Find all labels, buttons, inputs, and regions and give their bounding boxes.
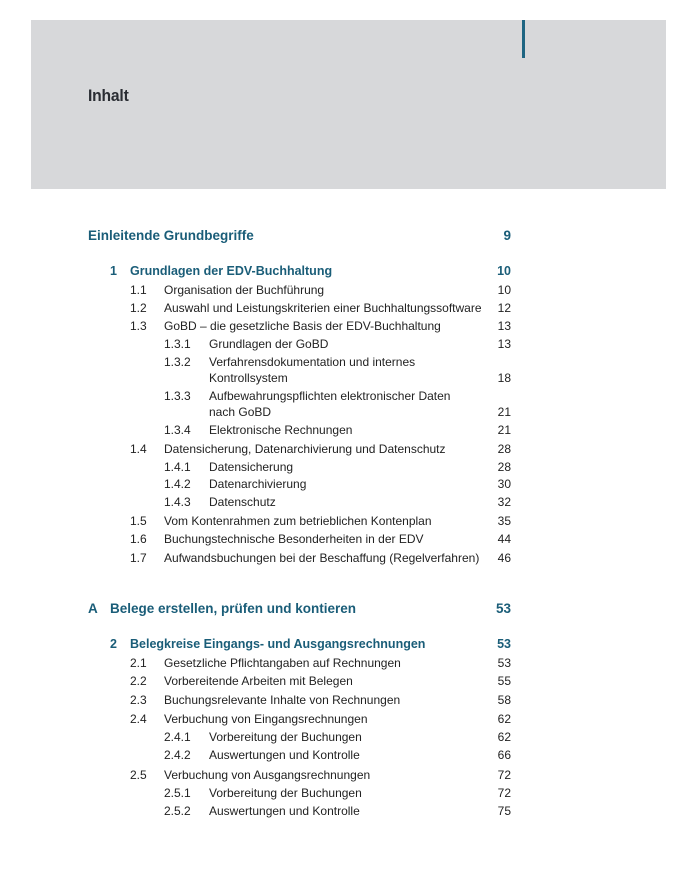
toc-title: Vorbereitung der Buchungen xyxy=(209,786,362,800)
toc-page: 9 xyxy=(503,228,511,243)
toc-number: 2.2 xyxy=(130,674,147,688)
toc-number: 1.3.2 xyxy=(164,355,191,369)
toc-page: 35 xyxy=(497,514,511,528)
toc-number: 2.5.1 xyxy=(164,786,191,800)
toc-title: Vorbereitung der Buchungen xyxy=(209,730,362,744)
toc-entry[interactable] xyxy=(0,388,685,404)
toc-title: Belegkreise Eingangs- und Ausgangsrechnungen xyxy=(130,637,426,651)
toc-number: 2 xyxy=(110,637,117,651)
toc-entry[interactable] xyxy=(0,531,685,547)
toc-number: 1.3.4 xyxy=(164,423,191,437)
toc-number: 1.1 xyxy=(130,283,147,297)
toc-page: 72 xyxy=(497,786,511,800)
toc-entry[interactable] xyxy=(0,785,685,801)
toc-entry[interactable] xyxy=(0,441,685,457)
toc-title: Auswahl und Leistungskriterien einer Buchhaltungssoftware xyxy=(164,301,482,315)
toc-entry[interactable] xyxy=(0,747,685,763)
toc-title: Auswertungen und Kontrolle xyxy=(209,748,360,762)
toc-number: 1.3.1 xyxy=(164,337,191,351)
toc-number: 1.3.3 xyxy=(164,389,191,403)
toc-number: 2.5 xyxy=(130,768,147,782)
toc-title: Datenarchivierung xyxy=(209,477,307,491)
toc-entry[interactable] xyxy=(0,422,685,438)
toc-entry[interactable] xyxy=(0,282,685,298)
toc-title: Elektronische Rechnungen xyxy=(209,423,353,437)
toc-page: 13 xyxy=(497,319,511,333)
toc-page: 21 xyxy=(497,405,511,419)
toc-page: 28 xyxy=(497,460,511,474)
toc-page: 44 xyxy=(497,532,511,546)
toc-title: Aufwandsbuchungen bei der Beschaffung (Regelverfahren) xyxy=(164,551,480,565)
toc-number: 1.4.3 xyxy=(164,495,191,509)
toc-page: 10 xyxy=(497,283,511,297)
toc-number: 1.7 xyxy=(130,551,147,565)
toc-page: 13 xyxy=(497,337,511,351)
toc-entry[interactable] xyxy=(0,318,685,334)
toc-page: 55 xyxy=(497,674,511,688)
toc-title: Vorbereitende Arbeiten mit Belegen xyxy=(164,674,353,688)
toc-part-a[interactable] xyxy=(0,601,685,617)
toc-number: 1.5 xyxy=(130,514,147,528)
toc-number: 1.3 xyxy=(130,319,147,333)
toc-title: Organisation der Buchführung xyxy=(164,283,325,297)
toc-title: Gesetzliche Pflichtangaben auf Rechnungen xyxy=(164,656,401,670)
toc-entry[interactable] xyxy=(0,767,685,783)
toc-entry[interactable] xyxy=(0,673,685,689)
toc-page: 72 xyxy=(497,768,511,782)
toc-page: 53 xyxy=(495,601,511,616)
toc-entry[interactable] xyxy=(0,711,685,727)
toc-title: GoBD – die gesetzliche Basis der EDV-Buchhaltung xyxy=(164,319,441,333)
toc-page: 46 xyxy=(497,551,511,565)
toc-title: Verfahrensdokumentation und internes xyxy=(209,355,416,369)
toc-title: Datenschutz xyxy=(209,495,276,509)
toc-page: 32 xyxy=(497,495,511,509)
toc-entry[interactable] xyxy=(0,655,685,671)
toc-page: 66 xyxy=(497,748,511,762)
toc-title: nach GoBD xyxy=(209,405,272,419)
toc-page: 10 xyxy=(497,264,511,278)
toc-title: Datensicherung xyxy=(209,460,294,474)
toc-title: Datensicherung, Datenarchivierung und Datenschutz xyxy=(164,442,446,456)
toc-title: Belege erstellen, prüfen und kontieren xyxy=(110,601,357,616)
toc-number: 2.4 xyxy=(130,712,147,726)
toc-page: 30 xyxy=(497,477,511,491)
toc-page: 21 xyxy=(497,423,511,437)
toc-page: 62 xyxy=(497,730,511,744)
toc-section-intro[interactable] xyxy=(0,228,685,244)
toc-title: Grundlagen der GoBD xyxy=(209,337,329,351)
toc-entry[interactable] xyxy=(0,513,685,529)
toc-title: Vom Kontenrahmen zum betrieblichen Kontenplan xyxy=(164,514,432,528)
toc-number: 1.4 xyxy=(130,442,147,456)
toc-number: 1.2 xyxy=(130,301,147,315)
toc-page: 12 xyxy=(497,301,511,315)
toc-entry-continued[interactable] xyxy=(0,370,685,386)
toc-title: Grundlagen der EDV-Buchhaltung xyxy=(130,264,333,278)
toc-entry[interactable] xyxy=(0,494,685,510)
toc-entry[interactable] xyxy=(0,300,685,316)
toc-number: 2.3 xyxy=(130,693,147,707)
accent-line xyxy=(522,20,525,58)
toc-entry[interactable] xyxy=(0,459,685,475)
toc-page: 53 xyxy=(497,656,511,670)
toc-number: 1.4.1 xyxy=(164,460,191,474)
toc-entry[interactable] xyxy=(0,336,685,352)
toc-number: 1.6 xyxy=(130,532,147,546)
page-title: Inhalt xyxy=(88,86,129,105)
toc-page: 53 xyxy=(497,637,511,651)
toc-title: Einleitende Grundbegriffe xyxy=(88,228,254,243)
toc-title: Auswertungen und Kontrolle xyxy=(209,804,360,818)
toc-page: 28 xyxy=(497,442,511,456)
toc-entry[interactable] xyxy=(0,729,685,745)
toc-number: 2.4.1 xyxy=(164,730,191,744)
toc-page: 18 xyxy=(497,371,511,385)
toc-number: 2.4.2 xyxy=(164,748,191,762)
toc-entry[interactable] xyxy=(0,476,685,492)
toc-number: 1.4.2 xyxy=(164,477,191,491)
toc-page: 62 xyxy=(497,712,511,726)
toc-number: 2.1 xyxy=(130,656,147,670)
toc-title: Verbuchung von Eingangsrechnungen xyxy=(164,712,368,726)
toc-chapter-2[interactable] xyxy=(0,636,685,652)
toc-entry[interactable] xyxy=(0,550,685,566)
toc-number: 1 xyxy=(110,264,117,278)
toc-chapter-1[interactable] xyxy=(0,263,685,279)
toc-entry[interactable] xyxy=(0,354,685,370)
toc-title: Buchungstechnische Besonderheiten in der EDV xyxy=(164,532,424,546)
toc-page: 58 xyxy=(497,693,511,707)
toc-title: Verbuchung von Ausgangsrechnungen xyxy=(164,768,371,782)
toc-entry[interactable] xyxy=(0,692,685,708)
toc-entry[interactable] xyxy=(0,803,685,819)
toc-title: Kontrollsystem xyxy=(209,371,288,385)
toc-page: 75 xyxy=(497,804,511,818)
toc-title: Buchungsrelevante Inhalte von Rechnungen xyxy=(164,693,401,707)
toc-entry-continued[interactable] xyxy=(0,404,685,420)
toc-number: 2.5.2 xyxy=(164,804,191,818)
toc-title: Aufbewahrungspflichten elektronischer Daten xyxy=(209,389,451,403)
toc-number: A xyxy=(88,601,98,616)
